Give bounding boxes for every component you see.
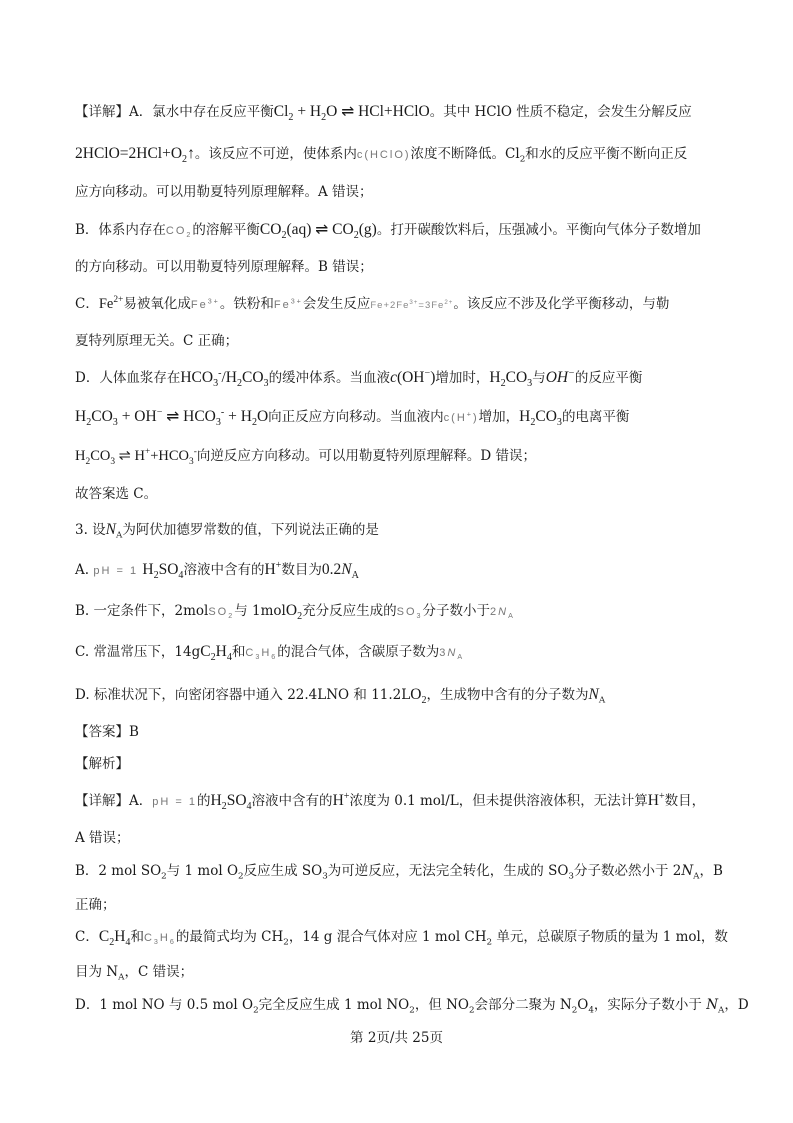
analysis-label: 【解析】 xyxy=(75,756,129,772)
option-a: A. pH = 1 $H_2SO_4$溶液中含有的H+数目为$0.2N_A$ xyxy=(75,559,359,582)
text-line: $2HClO=2HCl+O_2↑$。该反应不可逆，使体系内c(HClO)浓度不断降低。$Cl_2$和水的反应平衡不断向正反 xyxy=(75,145,688,166)
question-stem: 3. 设$N_A$为阿伏加德罗常数的值，下列说法正确的是 xyxy=(75,521,379,541)
text-line: 夏特列原理无关。C 正确； xyxy=(75,333,239,349)
text-line: C．$Fe^{2+}$易被氧化成$Fe^{3+}$。铁粉和$Fe^{3+}$会发生反应$Fe+2Fe^{3+}=3Fe^{2+}$。该反应不涉及化学平衡移动，与勒 xyxy=(75,295,670,312)
text-line: A 错误； xyxy=(75,830,130,846)
text-line: 故答案选 C。 xyxy=(75,486,158,502)
text-line: D．人体血浆存在$HCO_3^-/H_2CO_3$的缓冲体系。当血液c(OH−)增加时，$H_2CO_3$与OH−的反应平衡 xyxy=(75,367,643,390)
text-line: C．$C_2H_4$和$C_3H_6$的最简式均为 $CH_2$，14 g 混合气体对应 1 mol $CH_2$ 单元，总碳原子物质的量为 1 mol，数 xyxy=(75,928,728,949)
text-line: B．2 mol $SO_2$与 1 mol $O_2$反应生成 $SO_3$为可逆反应，无法完全转化，生成的 $SO_3$分子数必然小于 $2N_A$，B xyxy=(75,863,723,882)
text-line: $H_2CO_3$ ⇌ $H^++HCO_3^-$向逆反应方向移动。可以用勒夏特列原理解释。D 错误； xyxy=(75,447,536,467)
text-line: D．1 mol NO 与 0.5 mol $O_2$完全反应生成 1 mol $NO_2$，但 $NO_2$会部分二聚为 $N_2O_4$，实际分子数小于 $N_A$，D xyxy=(75,997,749,1016)
text-line: B．体系内存在$CO_2$的溶解平衡$CO_2(aq)$ ⇌ $CO_2(g)$。打开碳酸饮料后，压强减小。平衡向气体分子数增加 xyxy=(75,221,701,242)
text-line: 【详解】A．pH = 1的$H_2SO_4$溶液中含有的H+浓度为 0.1 mol/L，但未提供溶液体积，无法计算H+数目， xyxy=(75,790,706,813)
page-footer: 第 2页/共 25页 xyxy=(350,1030,443,1046)
text-line: 应方向移动。可以用勒夏特列原理解释。A 错误； xyxy=(75,184,373,200)
answer-label: 【答案】B xyxy=(75,724,139,740)
text-line: 的方向移动。可以用勒夏特列原理解释。B 错误； xyxy=(75,259,373,275)
option-c: C. 常温常压下，$14gC_2H_4$和$C_3H_6$的混合气体，含碳原子数为$3N_A$ xyxy=(75,643,465,664)
text-line: $H_2CO_3 + OH^-$ ⇌ $HCO_3^- + H_2O$向正反应方向移动。当血液内c(H+)增加，$H_2CO_3$的电离平衡 xyxy=(75,406,630,429)
option-b: B. 一定条件下，2molSO$_2$与 1molO$_2$充分反应生成的$SO_3$分子数小于$2N_A$ xyxy=(75,602,515,623)
option-d: D. 标准状况下，向密闭容器中通入 22.4LNO 和 $11.2LO_2$，生成物中含有的分子数为$N_A$ xyxy=(75,686,606,707)
text-line: 正确； xyxy=(75,897,116,913)
text-line: 【详解】A．氯水中存在反应平衡$Cl_2 + H_2O$ ⇌ HCl+HClO。其中 HClO 性质不稳定，会发生分解反应 xyxy=(75,103,692,124)
text-line: 目为 $N_A$，C 错误； xyxy=(75,964,194,983)
